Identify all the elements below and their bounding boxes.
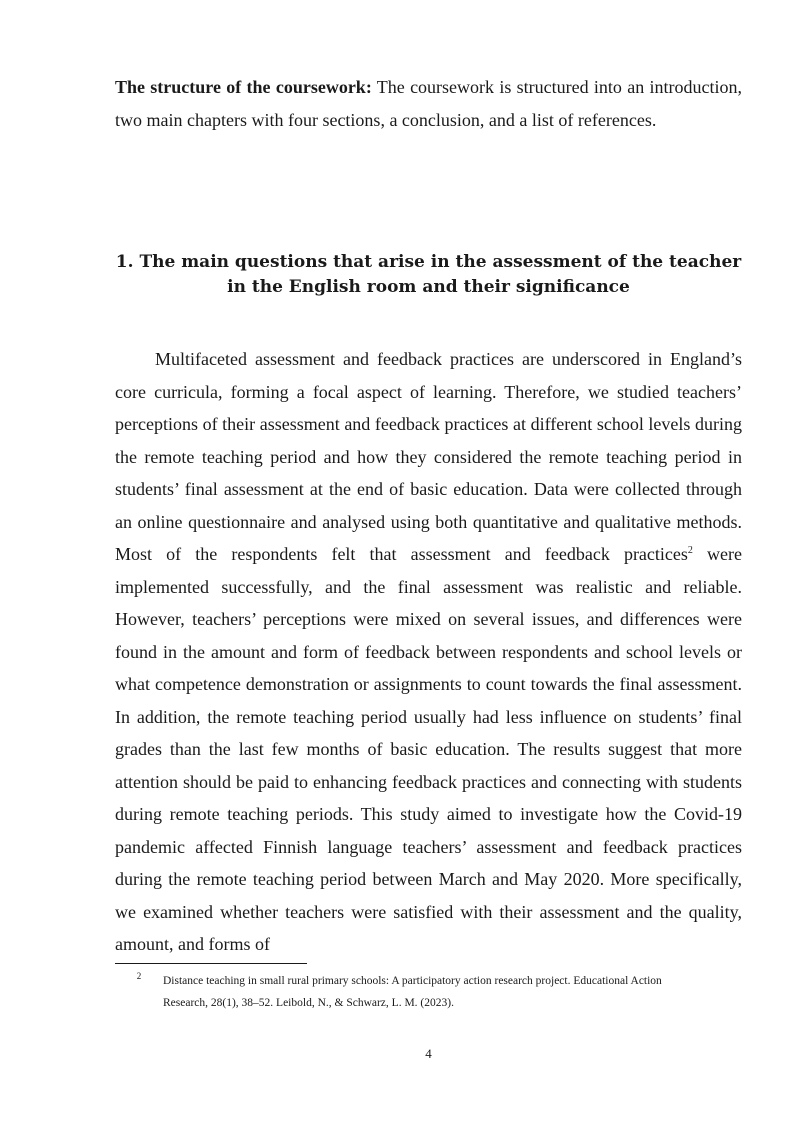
footnote-reference[interactable]: 2 bbox=[687, 545, 693, 556]
page-number: 4 bbox=[425, 1046, 432, 1061]
footnote-line-2: Research, 28(1), 38–52. Leibold, N., & Schwarz, L. M. (2023). bbox=[163, 997, 454, 1009]
coursework-structure-paragraph bbox=[115, 71, 742, 136]
footnote: 2 Distance teaching in small rural primary schools: A participatory action research project. Educational Action Research, 28(1), 38–52. Leibold, N., & Schwarz, L. M. (2023). bbox=[115, 970, 742, 1014]
structure-label: The structure of the coursework: bbox=[115, 77, 372, 97]
section-heading: 1. The main questions that arise in the assessment of the teacher in the English room and their significance bbox=[115, 252, 742, 297]
footnote-separator bbox=[115, 963, 307, 964]
structure-text: The coursework is structured into an introduction, two main chapters with four sections, a conclusion, and a list of references. bbox=[115, 77, 742, 130]
body-text-part-1: Multifaceted assessment and feedback practices are underscored in England’s core curricula, forming a focal aspect of learning. Therefore, we studied teachers’ perceptions of their assessment and feedback practices at different school levels during the remote teaching period and how they considered the remote teaching period in students’ final assessment at the end of basic education. Data were collected through an online questionnaire and analysed using both quantitative and qualitative methods. Most of the respondents felt that assessment and feedback practices bbox=[115, 349, 742, 564]
body-paragraph bbox=[115, 343, 742, 961]
body-text-part-2: were implemented successfully, and the final assessment was realistic and reliable. However, teachers’ perceptions were mixed on several issues, and differences were found in the amount and form of feedback between respondents and school levels or what competence demonstration or assignments to count towards the final assessment. In addition, the remote teaching period usually had less influence on students’ final grades than the last few months of basic education. The results suggest that more attention should be paid to enhancing feedback practices and connecting with students during remote teaching periods. This study aimed to investigate how the Covid-19 pandemic affected Finnish language teachers’ assessment and feedback practices during the remote teaching period between March and May 2020. More specifically, we examined whether teachers were satisfied with their assessment and the quality, amount, and forms of bbox=[115, 544, 742, 954]
footnote-line-1: Distance teaching in small rural primary schools: A participatory action research project. Educational Action bbox=[163, 975, 662, 987]
